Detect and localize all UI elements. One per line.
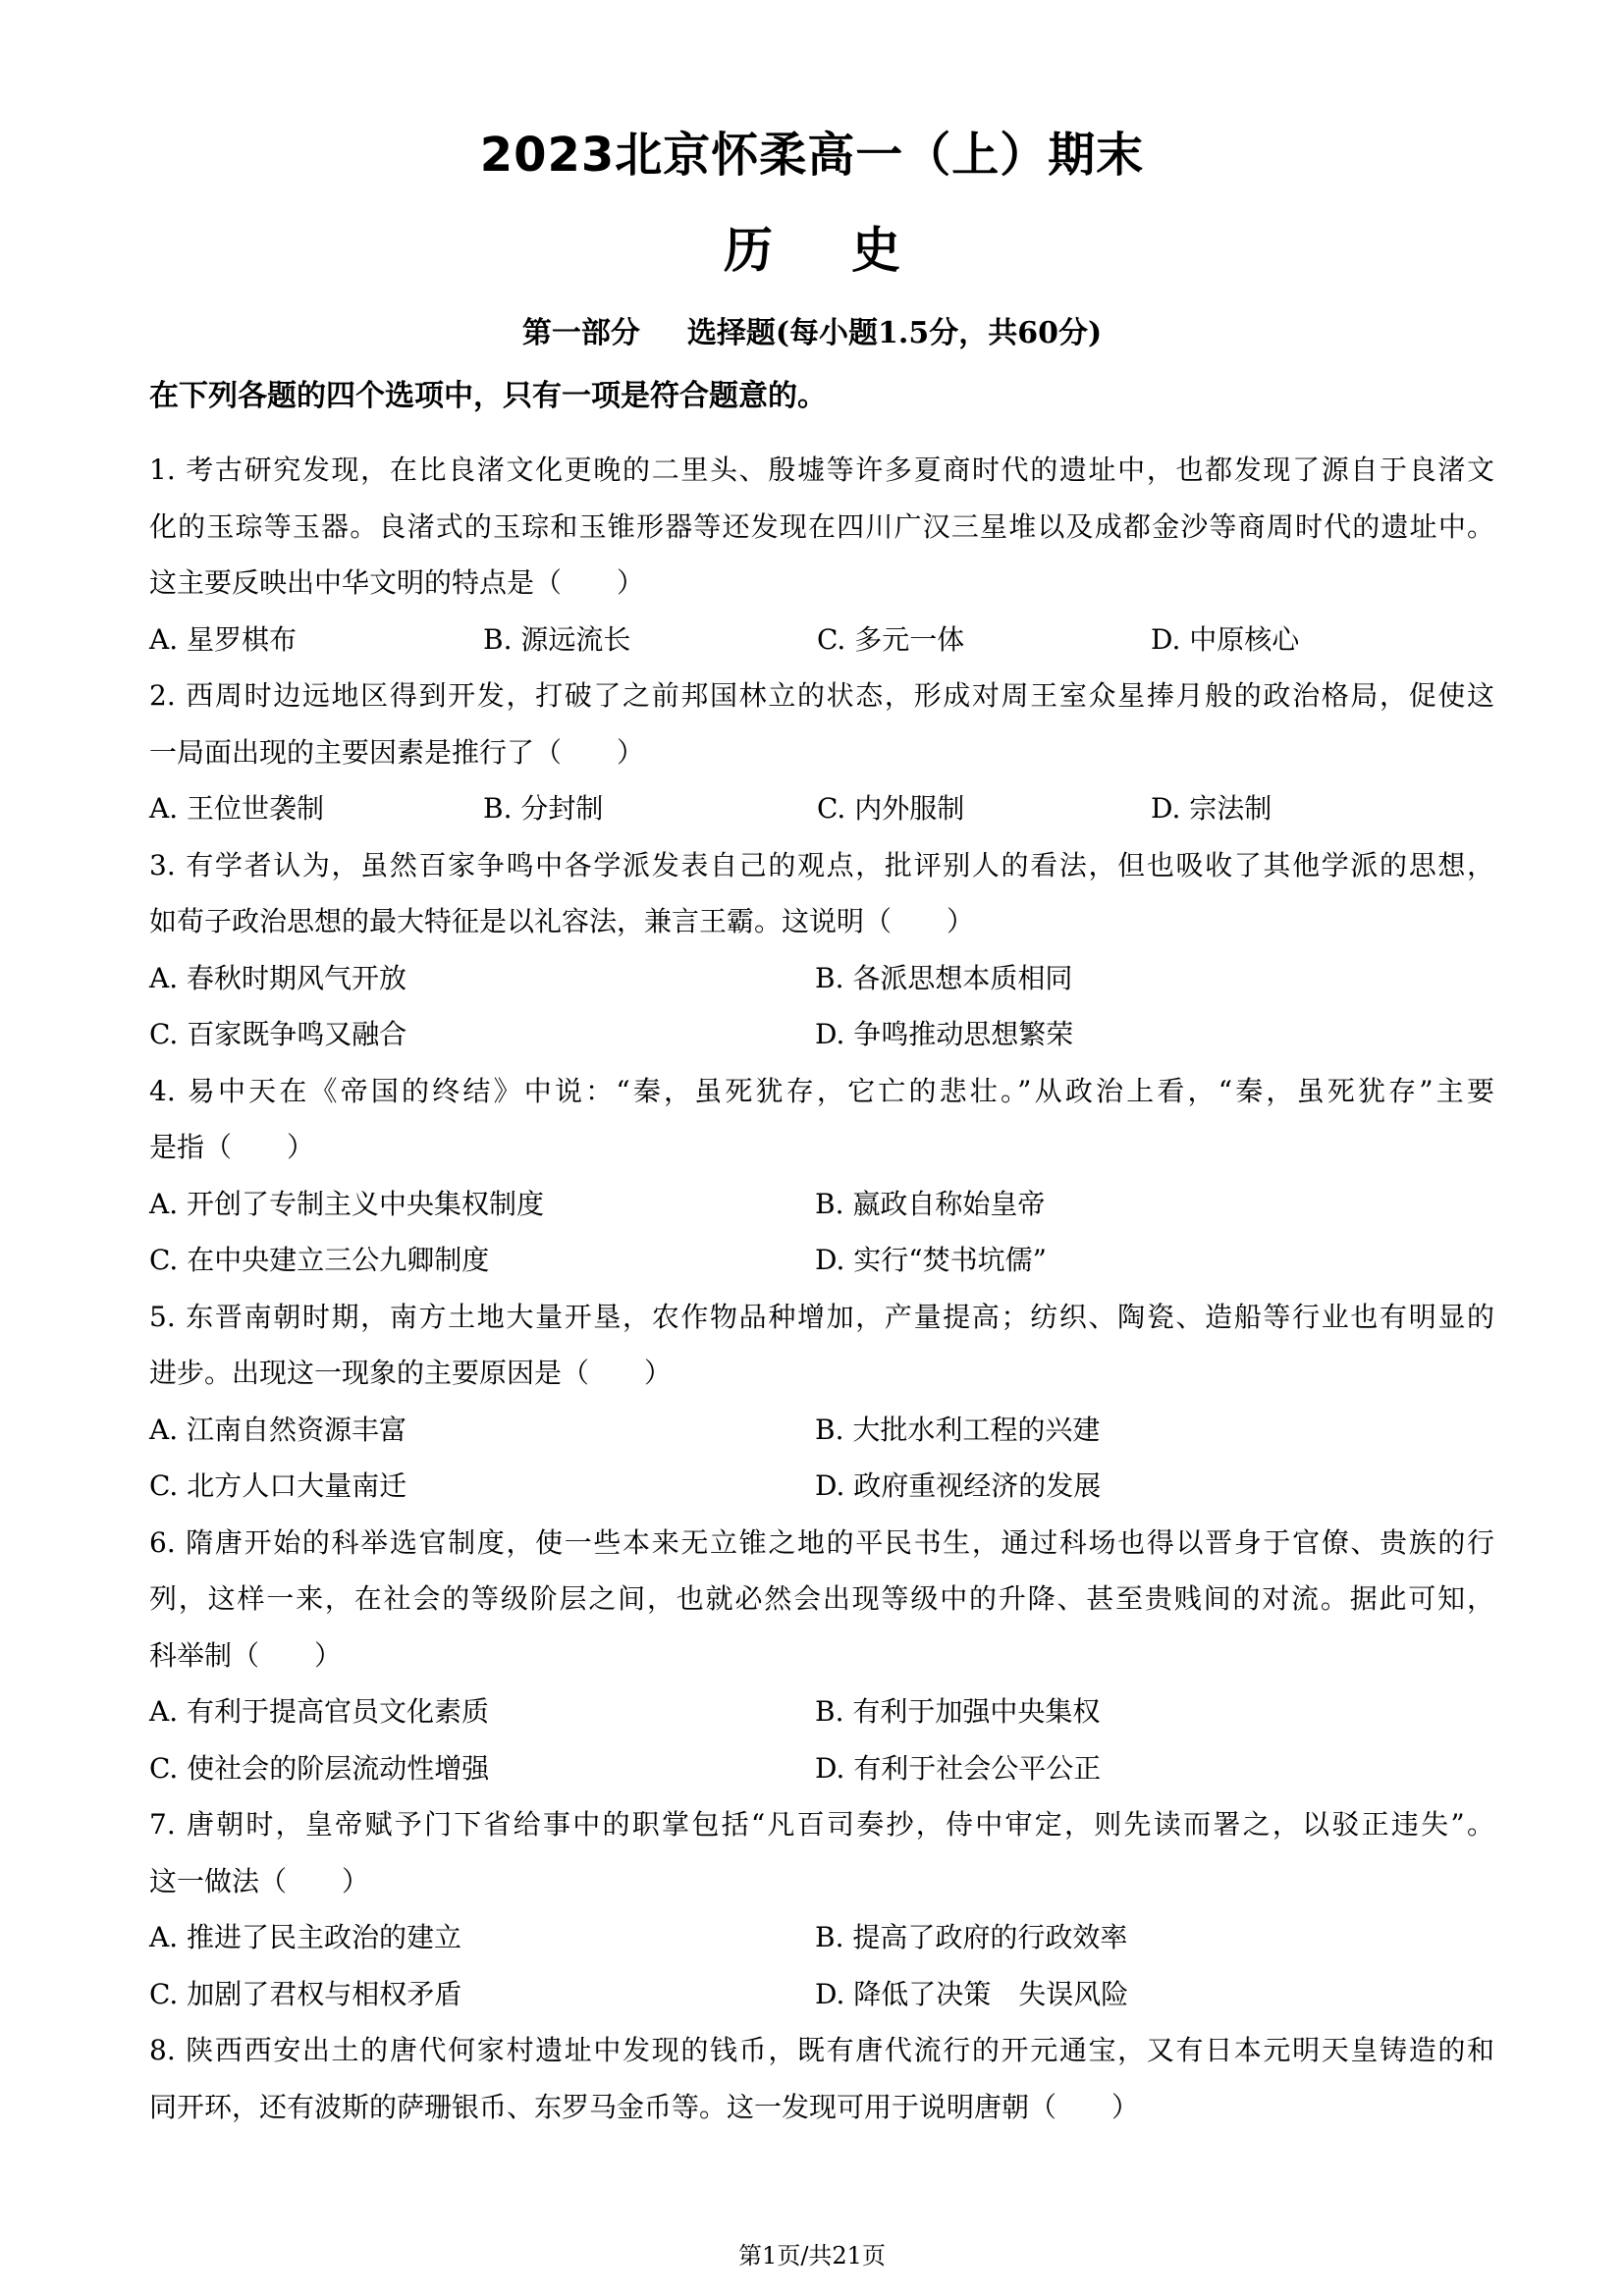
question-text-line: 2. 西周时边远地区得到开发，打破了之前邦国林立的状态，形成对周王室众星捧月般的政治格局，促使这	[149, 679, 1494, 712]
answer-option-c: C. 多元一体	[817, 622, 965, 656]
question-text-line: 5. 东晋南朝时期，南方土地大量开垦，农作物品种增加，产量提高；纺织、陶瓷、造船等行业也有明显的	[149, 1300, 1494, 1333]
question-text-line: 科举制（ ）	[149, 1638, 343, 1672]
answer-option-b: B. 大批水利工程的兴建	[815, 1413, 1101, 1446]
option-row	[149, 1232, 1494, 1289]
option-row	[149, 1176, 1494, 1233]
answer-option-d: D. 有利于社会公平公正	[815, 1751, 1102, 1785]
answer-option-a: A. 有利于提高官员文化素质	[149, 1695, 490, 1728]
answer-option-b: B. 各派思想本质相同	[815, 961, 1073, 994]
answer-option-b: B. 提高了政府的行政效率	[815, 1921, 1128, 1953]
answer-option-b: B. 嬴政自称始皇帝	[815, 1187, 1046, 1220]
answer-option-a: A. 江南自然资源丰富	[149, 1413, 407, 1446]
question-1	[149, 442, 1494, 667]
answer-option-a: A. 春秋时期风气开放	[149, 961, 407, 994]
question-4	[149, 1063, 1494, 1289]
answer-option-c: C. 使社会的阶层流动性增强	[149, 1751, 490, 1785]
answer-option-c: C. 在中央建立三公九卿制度	[149, 1244, 490, 1276]
question-text-line: 一局面出现的主要因素是推行了（ ）	[149, 735, 645, 769]
answer-option-c: C. 内外服制	[817, 792, 965, 825]
page-number: 第1页/共21页	[738, 2242, 886, 2269]
answer-option-c: C. 加剧了君权与相权矛盾	[149, 1977, 462, 2010]
question-text-line: 6. 隋唐开始的科举选官制度，使一些本来无立锥之地的平民书生，通过科场也得以晋身于官僚、贵族的行	[149, 1525, 1494, 1559]
question-text-line: 这一做法（ ）	[149, 1864, 370, 1897]
answer-option-d: D. 实行“焚书坑儒”	[815, 1244, 1047, 1276]
answer-option-d: D. 宗法制	[1151, 792, 1272, 825]
option-row	[149, 1458, 1494, 1515]
answer-option-d: D. 政府重视经济的发展	[815, 1469, 1102, 1502]
question-text-line: 是指（ ）	[149, 1131, 315, 1163]
answer-option-d: D. 争鸣推动思想繁荣	[815, 1018, 1074, 1050]
answer-option-d: D. 中原核心	[1151, 622, 1300, 656]
question-text-line: 同开环，还有波斯的萨珊银币、东罗马金币等。这一发现可用于说明唐朝（ ）	[149, 2090, 1140, 2123]
answer-option-a: A. 开创了专制主义中央集权制度	[149, 1187, 545, 1220]
exam-title: 2023北京怀柔高一（上）期末	[479, 128, 1145, 183]
answer-option-b: B. 源远流长	[483, 622, 631, 656]
option-row	[149, 1740, 1494, 1797]
option-row	[149, 1683, 1494, 1740]
question-7	[149, 1796, 1494, 2022]
answer-option-a: A. 王位世袭制	[149, 792, 325, 825]
question-text-line: 如荀子政治思想的最大特征是以礼容法，兼言王霸。这说明（ ）	[149, 905, 975, 937]
question-text-line: 4. 易中天在《帝国的终结》中说：“秦，虽死犹存，它亡的悲壮。”从政治上看，“秦，虽死犹存”主要	[149, 1074, 1494, 1107]
question-text-line: 列，这样一来，在社会的等级阶层之间，也就必然会出现等级中的升降、甚至贵贱间的对流。据此可知，	[149, 1582, 1494, 1615]
question-text-line: 进步。出现这一现象的主要原因是（ ）	[149, 1357, 673, 1389]
section-heading	[0, 314, 1624, 353]
question-2	[149, 667, 1494, 837]
option-row	[149, 780, 1494, 837]
option-row	[149, 1402, 1494, 1459]
exam-subject: 历史	[724, 222, 979, 279]
question-5	[149, 1289, 1494, 1515]
section-description: 选择题(每小题1.5分，共60分)	[686, 316, 1103, 350]
section-part: 第一部分	[521, 316, 640, 350]
answer-option-b: B. 分封制	[483, 792, 604, 825]
option-row	[149, 612, 1494, 668]
question-text-line: 化的玉琮等玉器。良渚式的玉琮和玉锥形器等还发现在四川广汉三星堆以及成都金沙等商周时代的遗址中。	[149, 509, 1494, 543]
question-text-line: 8. 陕西西安出土的唐代何家村遗址中发现的钱币，既有唐代流行的开元通宝，又有日本元明天皇铸造的和	[149, 2034, 1494, 2066]
answer-option-c: C. 百家既争鸣又融合	[149, 1018, 407, 1050]
question-8	[149, 2022, 1494, 2135]
answer-option-c: C. 北方人口大量南迁	[149, 1469, 407, 1502]
question-3	[149, 837, 1494, 1063]
answer-option-d: D. 降低了决策 失误风险	[815, 1977, 1129, 2010]
answer-option-a: A. 推进了民主政治的建立	[149, 1921, 462, 1953]
question-list	[149, 442, 1494, 2135]
option-row	[149, 1909, 1494, 1966]
question-text-line: 这主要反映出中华文明的特点是（ ）	[149, 566, 645, 599]
answer-option-a: A. 星罗棋布	[149, 622, 298, 656]
question-text-line: 7. 唐朝时，皇帝赋予门下省给事中的职掌包括“凡百司奏抄，侍中审定，则先读而署之，以驳正违失”。	[149, 1808, 1494, 1841]
option-row	[149, 1966, 1494, 2023]
option-row	[149, 950, 1494, 1007]
section-instruction: 在下列各题的四个选项中，只有一项是符合题意的。	[149, 379, 827, 413]
answer-option-b: B. 有利于加强中央集权	[815, 1695, 1101, 1728]
question-6	[149, 1515, 1494, 1797]
question-text-line: 3. 有学者认为，虽然百家争鸣中各学派发表自己的观点，批评别人的看法，但也吸收了其他学派的思想，	[149, 848, 1494, 881]
option-row	[149, 1006, 1494, 1063]
question-text-line: 1. 考古研究发现，在比良渚文化更晚的二里头、殷墟等许多夏商时代的遗址中，也都发现了源自于良渚文	[149, 454, 1494, 486]
